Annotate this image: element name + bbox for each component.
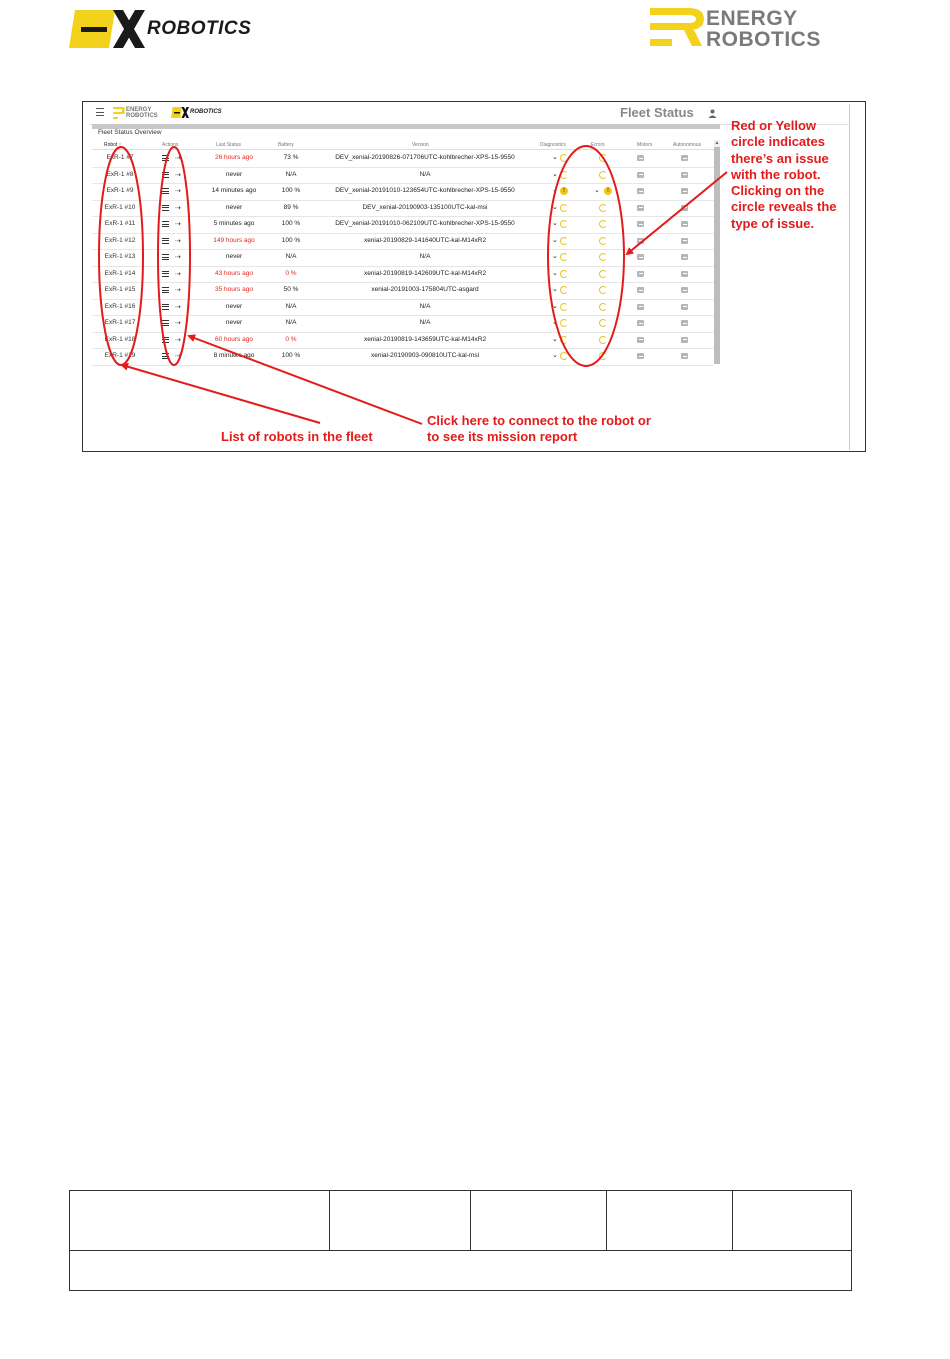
connect-login-icon[interactable]: ⇢ (175, 336, 181, 344)
last-status: never (225, 170, 243, 178)
robot-name: ExR-1 #9 (106, 187, 134, 194)
battery-level: N/A (285, 253, 297, 260)
last-status: never (225, 203, 243, 211)
robots-highlight-ellipse (99, 147, 143, 365)
last-status: 14 minutes ago (211, 187, 257, 194)
last-status: 43 hours ago (215, 269, 253, 277)
annotation-line: Red or Yellow (731, 118, 817, 133)
footer-table-divider (732, 1190, 733, 1251)
annotation-actions (427, 413, 651, 446)
diagnostics-expand-chevron-icon[interactable]: ⌄ (552, 203, 558, 211)
col-header-diagnostics: Diagnostics (540, 142, 566, 148)
diagnostics-warning-icon[interactable]: ! (560, 187, 568, 195)
battery-level: N/A (285, 319, 297, 326)
annotation-line: to see its mission report (427, 429, 578, 445)
footer-table-divider (606, 1190, 607, 1251)
battery-level: 0 % (285, 269, 297, 277)
battery-level: 50 % (283, 286, 299, 293)
connect-login-icon[interactable]: ⇢ (175, 287, 181, 294)
software-version: xenial-20190903-090810UTC-kal-msi (370, 352, 480, 359)
software-version: xenial-20190829-141640UTC-kal-M14xR2 (363, 236, 487, 244)
col-header-version: Version (412, 142, 429, 148)
software-version: xenial-20190819-142609UTC-kal-M14xR2 (363, 269, 487, 277)
diagnostics-expand-chevron-icon[interactable]: ⌄ (552, 170, 558, 178)
robot-name: ExR-1 #15 (104, 286, 136, 293)
software-version: N/A (419, 319, 431, 326)
ex-logo-wordmark: ROBOTICS (147, 18, 252, 39)
mini-er-word-energy: ENERGY (126, 107, 152, 113)
arrow-to-status-circles (627, 172, 727, 254)
software-version: N/A (419, 302, 431, 310)
robot-name: ExR-1 #8 (106, 170, 134, 178)
errors-expand-chevron-icon[interactable]: ⌄ (594, 187, 600, 194)
col-header-actions: Actions (162, 142, 179, 148)
mini-er-word-robotics: ROBOTICS (126, 113, 158, 119)
diagnostics-expand-chevron-icon[interactable]: ⌄ (552, 352, 558, 359)
footer-table-divider (329, 1190, 330, 1251)
diagnostics-expand-chevron-icon[interactable]: ⌄ (552, 286, 558, 293)
connect-login-icon[interactable]: ⇢ (175, 188, 181, 195)
last-status: 8 minutes ago (213, 352, 255, 359)
col-header-battery: Battery (278, 142, 294, 148)
robot-name: ExR-1 #17 (104, 319, 136, 326)
er-logo-word-robotics: ROBOTICS (706, 28, 821, 51)
software-version: DEV_xenial-20190826-071706UTC-kohlbrecher-XPS-15-9550 (335, 154, 515, 161)
section-title: Fleet Status Overview (98, 129, 162, 136)
diagnostics-expand-chevron-icon[interactable]: ⌄ (552, 154, 558, 161)
errors-warning-icon[interactable]: ! (604, 187, 612, 195)
robot-name: ExR-1 #7 (106, 154, 134, 161)
mini-ex-wordmark: ROBOTICS (190, 109, 222, 115)
arrow-to-actions (189, 336, 422, 424)
connect-login-icon[interactable]: ⇢ (175, 237, 181, 245)
last-status: never (225, 253, 243, 260)
connect-login-icon[interactable]: ⇢ (175, 254, 181, 261)
status-circles-highlight-ellipse (548, 146, 624, 366)
annotation-line: Click here to connect to the robot or (427, 413, 651, 428)
col-header-robot[interactable]: Robot ↑ (104, 142, 122, 148)
annotation-status-circles (731, 118, 837, 232)
battery-level: 73 % (283, 154, 299, 161)
robot-name: ExR-1 #13 (104, 253, 136, 260)
diagnostics-expand-chevron-icon[interactable]: ⌄ (552, 302, 558, 310)
battery-level: 100 % (281, 236, 301, 244)
software-version: DEV_xenial-20191010-062109UTC-kohlbrecher-XPS-15-9550 (335, 220, 515, 227)
battery-level: 89 % (283, 203, 299, 211)
robot-name: ExR-1 #16 (104, 302, 136, 310)
last-status: 149 hours ago (213, 236, 255, 244)
col-header-autonomous: Autonomous (673, 142, 702, 148)
connect-login-icon[interactable]: ⇢ (175, 155, 181, 162)
scroll-up-arrow-icon[interactable]: ▲ (714, 140, 720, 146)
battery-level: 100 % (281, 187, 301, 194)
footer-table-row (69, 1190, 852, 1251)
battery-level: N/A (285, 302, 297, 310)
software-version: xenial-20190819-143659UTC-kal-M14xR2 (363, 335, 487, 343)
connect-login-icon[interactable]: ⇢ (175, 320, 181, 327)
battery-level: 0 % (285, 335, 297, 343)
battery-level: 100 % (281, 352, 301, 359)
diagnostics-expand-chevron-icon[interactable]: ⌄ (552, 335, 558, 343)
footer-table-divider (470, 1190, 471, 1251)
annotation-line: circle indicates (731, 134, 825, 150)
connect-login-icon[interactable]: ⇢ (175, 204, 181, 212)
robot-name: ExR-1 #18 (104, 335, 136, 343)
last-status: never (225, 302, 243, 310)
er-logo-word-energy: ENERGY (706, 7, 798, 30)
connect-login-icon[interactable]: ⇢ (175, 353, 181, 360)
software-version: N/A (419, 170, 431, 178)
col-header-motors: Motors (637, 142, 653, 148)
battery-level: 100 % (281, 220, 301, 227)
diagnostics-expand-chevron-icon[interactable]: ⌄ (552, 236, 558, 244)
software-version: DEV_xenial-20190903-135100UTC-kal-msi (362, 203, 488, 211)
last-status: 35 hours ago (215, 286, 253, 293)
last-status: 5 minutes ago (213, 220, 255, 227)
robot-name: ExR-1 #12 (104, 236, 136, 244)
annotation-line: there’s an issue (731, 150, 829, 166)
diagnostics-expand-chevron-icon[interactable]: ⌄ (552, 319, 558, 326)
page-title: Fleet Status (620, 105, 694, 120)
battery-level: N/A (285, 170, 297, 178)
robot-name: ExR-1 #10 (104, 203, 136, 211)
robot-name: ExR-1 #11 (104, 220, 136, 227)
software-version: xenial-20191003-175804UTC-asgard (371, 286, 479, 293)
last-status: 26 hours ago (215, 154, 253, 161)
connect-login-icon[interactable]: ⇢ (175, 270, 181, 278)
col-header-robot-label: Robot (104, 142, 118, 148)
annotation-line: Clicking on the (731, 183, 825, 199)
last-status: 60 hours ago (215, 335, 253, 343)
diagnostics-expand-chevron-icon[interactable]: ⌄ (552, 253, 558, 260)
software-version: N/A (419, 253, 431, 260)
actions-highlight-ellipse (158, 147, 190, 365)
robot-name: ExR-1 #19 (104, 352, 136, 359)
diagnostics-expand-chevron-icon[interactable]: ⌄ (552, 269, 558, 277)
col-header-last-status: Last Status (216, 142, 242, 148)
connect-login-icon[interactable]: ⇢ (175, 303, 181, 311)
software-version: DEV_xenial-20191010-123654UTC-kohlbrecher-XPS-15-9550 (335, 187, 515, 194)
diagnostics-expand-chevron-icon[interactable]: ⌄ (552, 187, 558, 194)
annotation-line: with the robot. (731, 166, 821, 182)
last-status: never (225, 319, 243, 326)
annotation-robot-list: List of robots in the fleet (221, 429, 373, 444)
col-header-errors: Errors (591, 142, 605, 148)
diagnostics-expand-chevron-icon[interactable]: ⌄ (552, 220, 558, 227)
annotation-line: type of issue. (731, 215, 815, 231)
annotation-line: circle reveals the (731, 199, 837, 215)
connect-login-icon[interactable]: ⇢ (175, 221, 181, 228)
connect-login-icon[interactable]: ⇢ (175, 171, 181, 179)
robot-name: ExR-1 #14 (104, 269, 136, 277)
